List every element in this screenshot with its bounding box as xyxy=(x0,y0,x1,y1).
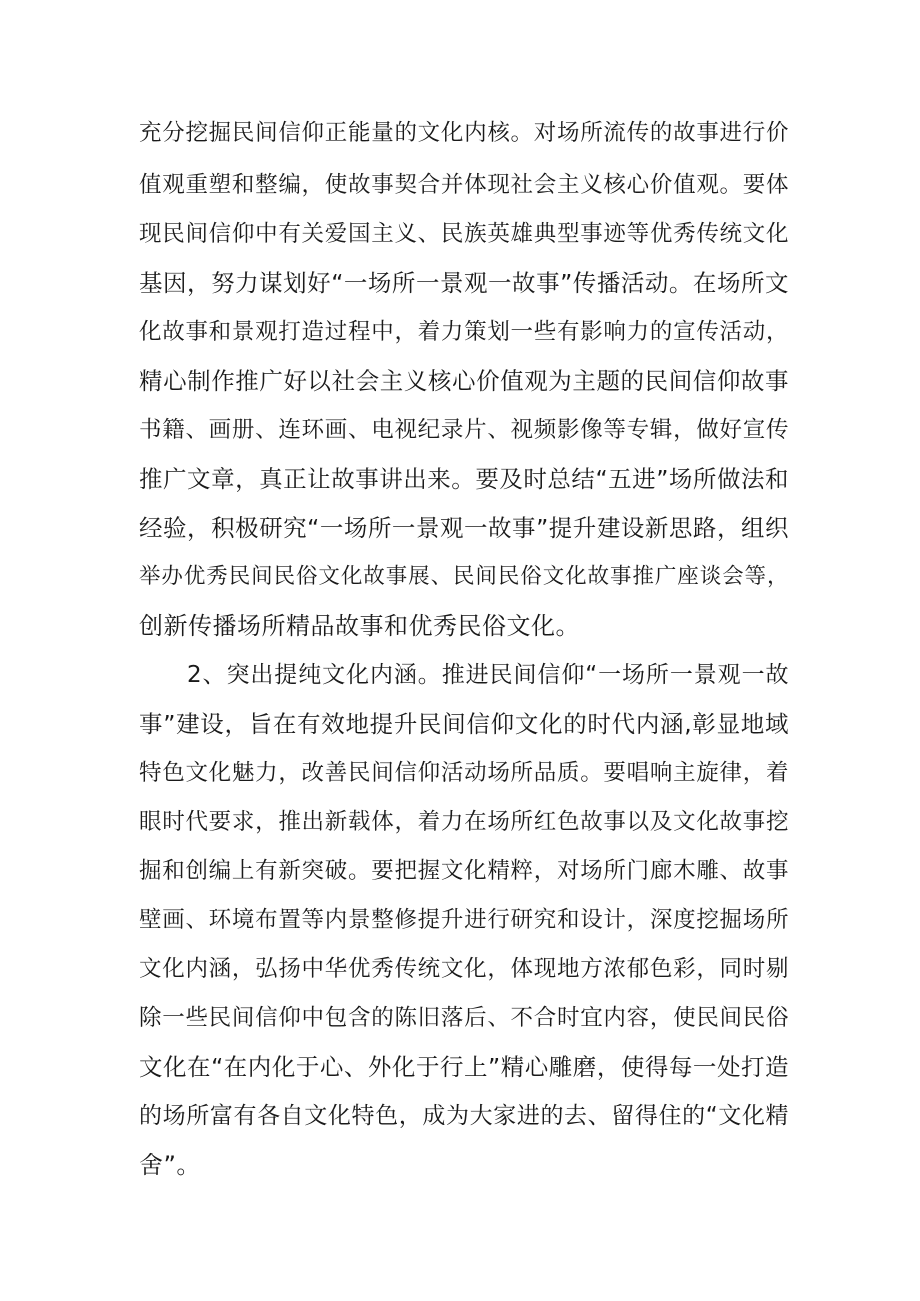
paragraph-2-line-1: 2、突出提纯文化内涵。推进民间信仰“一场所一景观一故 xyxy=(187,662,789,688)
paragraph-1-line-11: 创新传播场所精品故事和优秀民俗文化。 xyxy=(139,612,580,640)
paragraph-2-line-4: 眼时代要求，推出新载体，着力在场所红色故事以及文化故事挖 xyxy=(139,809,789,835)
paragraph-1-line-6: 精心制作推广好以社会主义核心价值观为主题的民间信仰故事 xyxy=(139,367,789,395)
paragraph-1-line-9: 经验，积极研究“一场所一景观一故事”提升建设新思路，组织 xyxy=(139,514,789,542)
paragraph-1-line-8: 推广文章，真正让故事讲出来。要及时总结“五进”场所做法和 xyxy=(139,465,789,493)
paragraph-1-line-5: 化故事和景观打造过程中，着力策划一些有影响力的宣传活动， xyxy=(139,319,789,345)
paragraph-1-line-2: 值观重塑和整编，使故事契合并体现社会主义核心价值观。要体 xyxy=(139,172,789,198)
paragraph-1-line-3: 现民间信仰中有关爱国主义、民族英雄典型事迹等优秀传统文化 xyxy=(139,221,789,247)
paragraph-1-line-1: 充分挖掘民间信仰正能量的文化内核。对场所流传的故事进行价 xyxy=(139,120,789,146)
paragraph-1-line-4: 基因，努力谋划好“一场所一景观一故事”传播活动。在场所文 xyxy=(139,269,789,297)
paragraph-1-line-7: 书籍、画册、连环画、电视纪录片、视频影像等专辑，做好宣传 xyxy=(139,417,789,443)
paragraph-2-line-11: 舍”。 xyxy=(139,1151,201,1179)
paragraph-2-line-5: 掘和创编上有新突破。要把握文化精粹，对场所门廊木雕、故事 xyxy=(139,858,789,884)
paragraph-2-line-3: 特色文化魅力，改善民间信仰活动场所品质。要唱响主旋律，着 xyxy=(139,760,789,786)
paragraph-2-line-7: 文化内涵，弘扬中华优秀传统文化，体现地方浓郁色彩，同时剔 xyxy=(139,956,789,982)
paragraph-2-line-6: 壁画、环境布置等内景整修提升进行研究和设计，深度挖掘场所 xyxy=(139,907,789,933)
paragraph-2-line-9: 文化在“在内化于心、外化于行上”精心雕磨，使得每一处打造 xyxy=(139,1053,789,1081)
paragraph-2-line-8: 除一些民间信仰中包含的陈旧落后、不合时宜内容，使民间民俗 xyxy=(139,1005,789,1031)
paragraph-1-line-10: 举办优秀民间民俗文化故事展、民间民俗文化故事推广座谈会等， xyxy=(139,564,789,589)
paragraph-2-line-10: 的场所富有各自文化特色，成为大家进的去、留得住的“文化精 xyxy=(139,1103,789,1129)
paragraph-2-line-2: 事”建设，旨在有效地提升民间信仰文化的时代内涵,彰显地域 xyxy=(139,710,789,738)
